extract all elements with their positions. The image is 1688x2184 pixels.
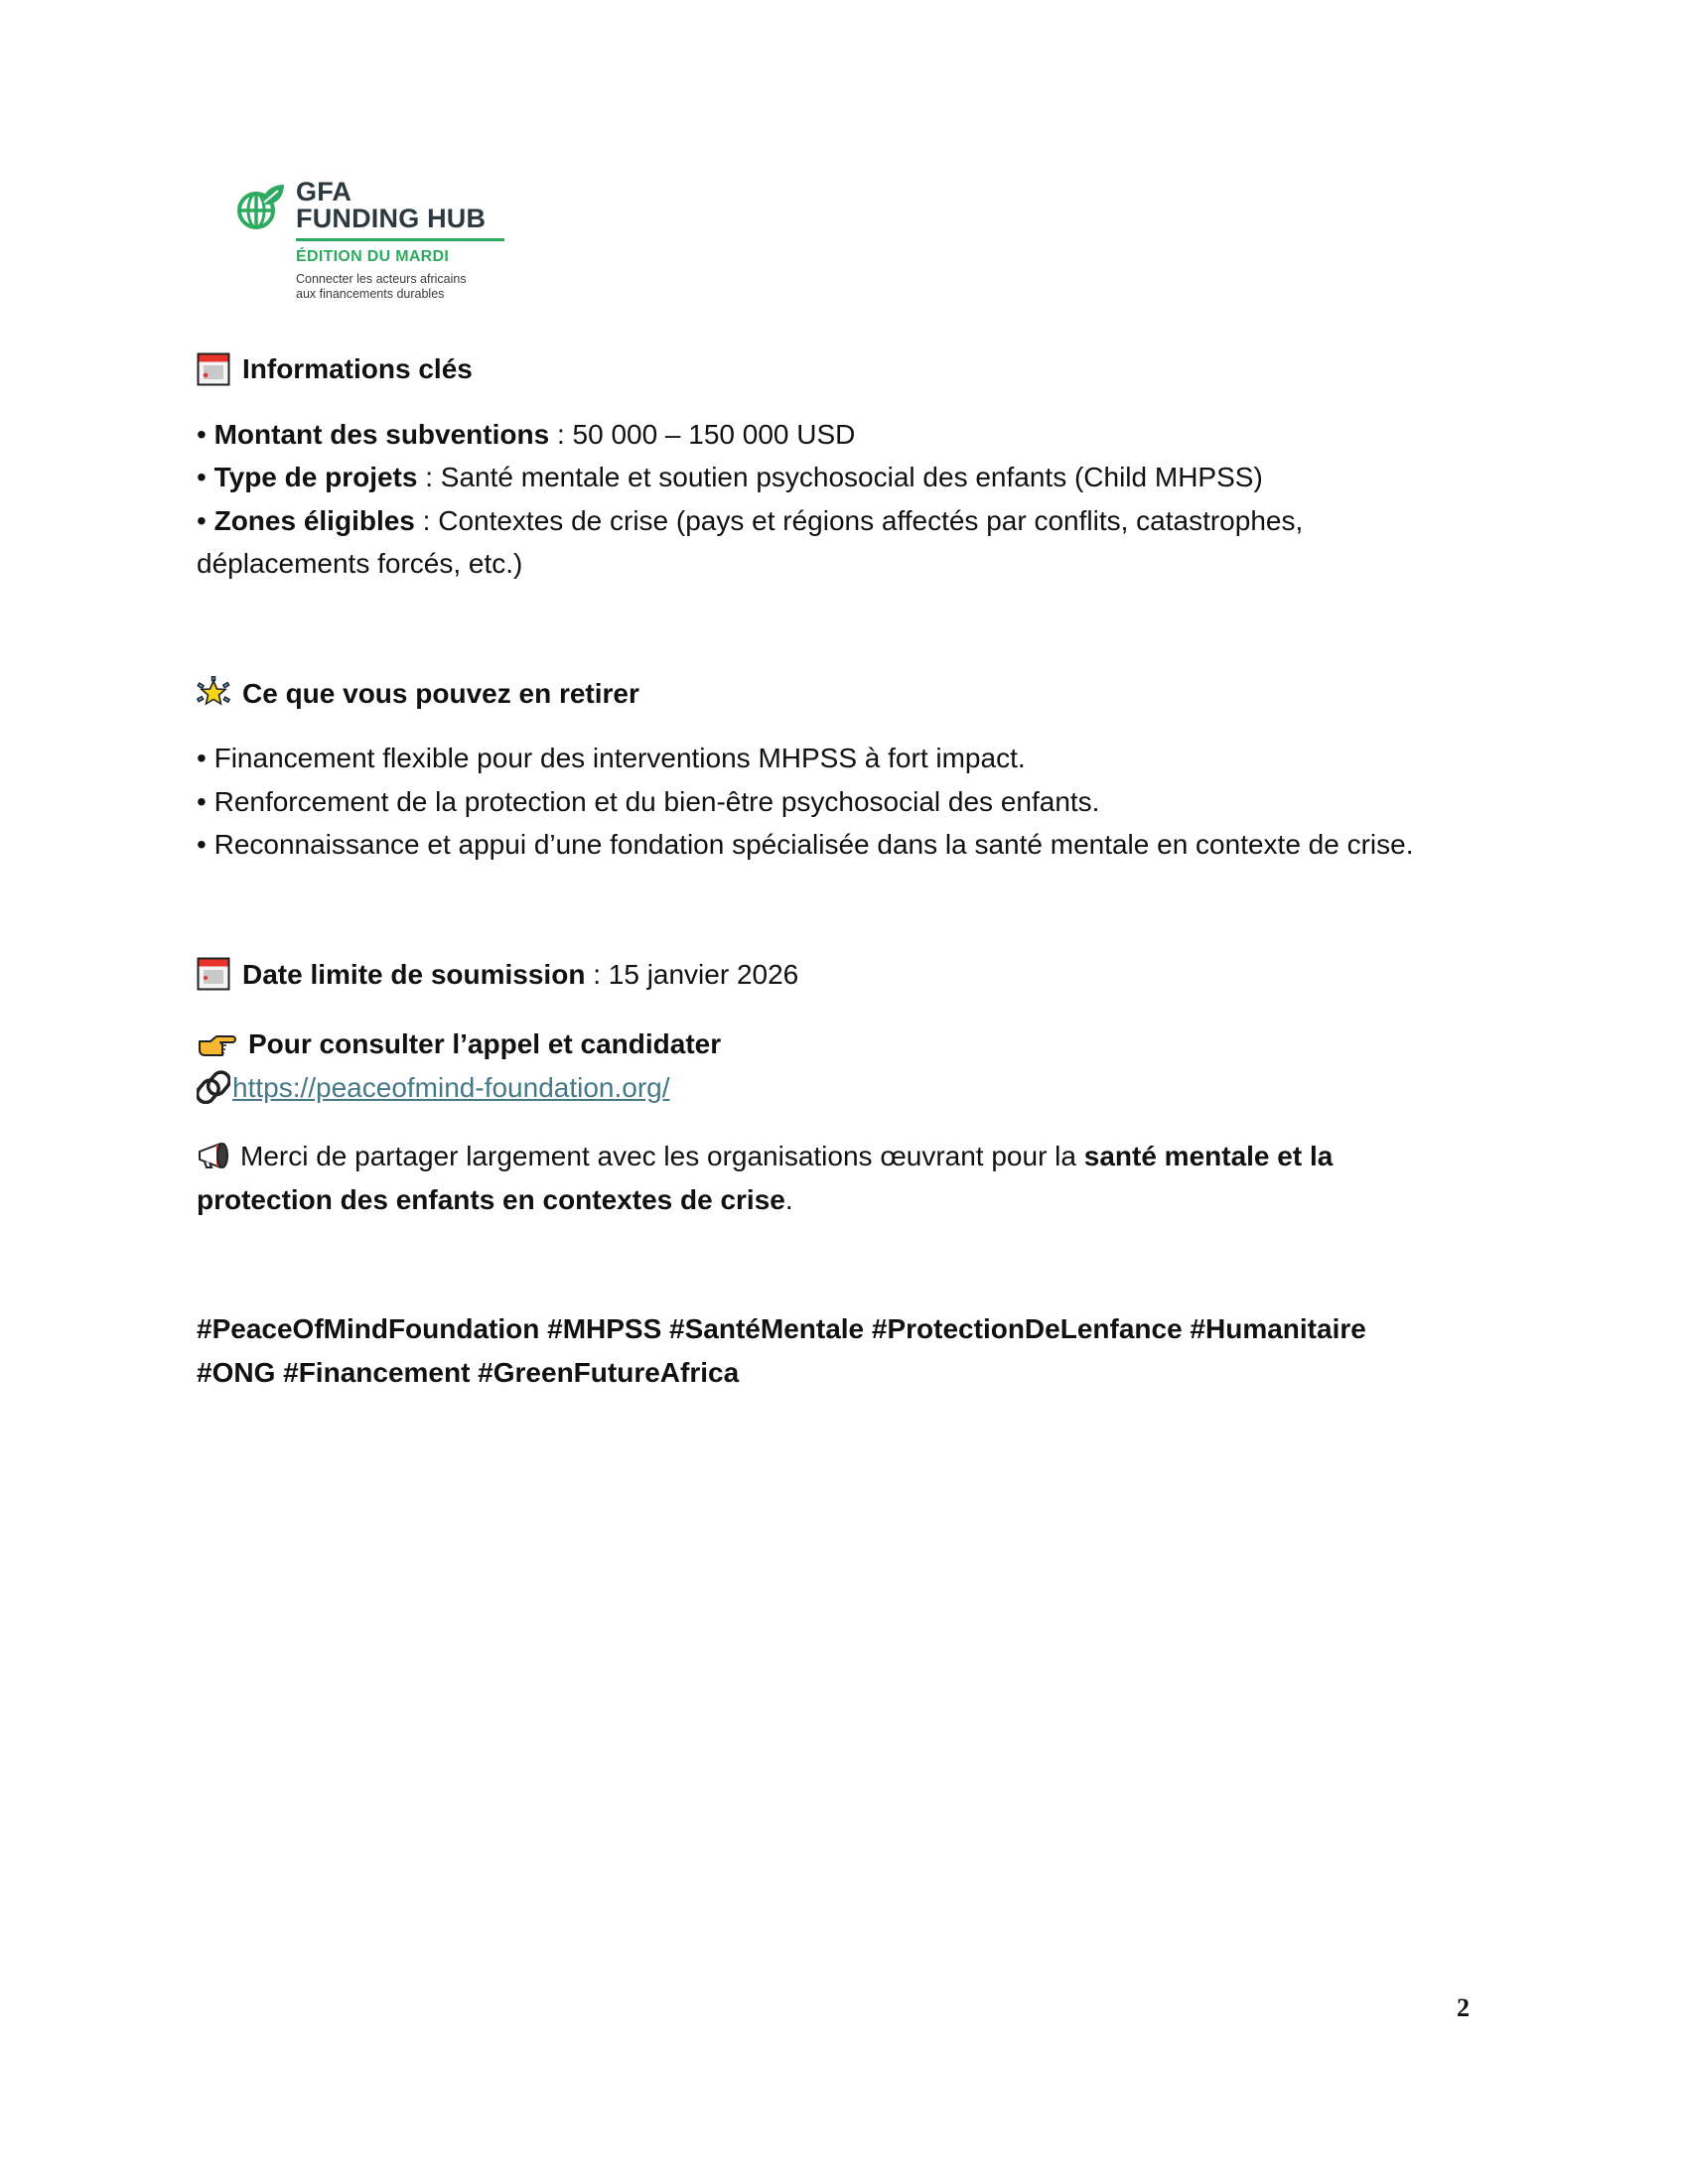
benefits-title: Ce que vous pouvez en retirer	[242, 677, 639, 709]
item-value: Santé mentale et soutien psychosocial des enfants (Child MHPSS)	[440, 462, 1263, 492]
key-info-title: Informations clés	[242, 353, 473, 384]
share-end: .	[784, 1183, 793, 1215]
logo-tagline-line2: aux financements durables	[296, 287, 445, 301]
benefits-heading	[197, 672, 1448, 716]
share-message	[197, 1135, 1438, 1221]
deadline-value: 15 janvier 2026	[608, 958, 799, 990]
globe-leaf-icon	[236, 183, 286, 232]
item-separator: :	[549, 418, 573, 450]
share-emphasis: santé mentale et la protection des enfants en contextes de crise	[197, 1141, 1334, 1215]
key-info-item: • Montant des subventions : 50 000 – 150 000 USD	[197, 418, 856, 450]
item-separator: :	[414, 504, 439, 536]
document-body	[197, 347, 1448, 1394]
item-label: Zones éligibles	[213, 504, 415, 536]
hashtags-line2: #ONG #Financement #GreenFutureAfrica	[197, 1356, 740, 1388]
page-number: 2	[1457, 1993, 1470, 2022]
benefit-text: Reconnaissance et appui d’une fondation spécialisée dans la santé mentale en contexte de crise.	[213, 829, 1414, 860]
key-info-item: • Type de projets : Santé mentale et soutien psychosocial des enfants (Child MHPSS)	[197, 462, 1263, 492]
benefit-item: • Reconnaissance et appui d’une fondation spécialisée dans la santé mentale en contexte de crise.	[197, 829, 1414, 860]
deadline-line	[197, 953, 1448, 997]
apply-title: Pour consulter l’appel et candidater	[248, 1028, 722, 1059]
share-text: Merci de partager largement avec les organisations œuvrant pour la	[240, 1141, 1084, 1171]
logo-tagline	[296, 272, 467, 302]
key-info-heading	[197, 347, 1448, 391]
deadline-label: Date limite de soumission	[242, 958, 586, 990]
sparkle-star-icon	[197, 676, 230, 710]
item-label: Type de projets	[213, 462, 418, 492]
apply-link-line	[197, 1066, 1448, 1110]
logo-edition: ÉDITION DU MARDI	[296, 248, 450, 265]
megaphone-icon	[197, 1141, 232, 1170]
benefit-text: Financement flexible pour des interventions MHPSS à fort impact.	[213, 743, 1026, 773]
key-info-item: • Zones éligibles : Contextes de crise (pays et régions affectés par conflits, catastrophes, déplacements forcés, etc.)	[197, 504, 1304, 579]
logo-title	[296, 179, 486, 232]
apply-heading	[197, 1023, 1448, 1066]
hashtags-line1: #PeaceOfMindFoundation #MHPSS #SantéMentale #ProtectionDeLenfance #Humanitaire	[197, 1313, 1366, 1344]
item-value: 50 000 – 150 000 USD	[572, 418, 856, 450]
calendar-icon	[197, 957, 230, 991]
deadline-separator: :	[585, 958, 609, 990]
item-separator: :	[417, 462, 441, 492]
benefit-text: Renforcement de la protection et du bien-être psychosocial des enfants.	[213, 785, 1100, 817]
calendar-icon	[197, 352, 230, 386]
link-icon	[197, 1070, 230, 1104]
logo-title-line1: GFA	[296, 177, 352, 206]
logo-divider	[296, 238, 504, 241]
item-value: Contextes de crise (pays et régions affectés par conflits, catastrophes, déplacements forcés, etc.)	[197, 504, 1304, 579]
pointing-hand-icon	[197, 1027, 236, 1061]
apply-link[interactable]: https://peaceofmind-foundation.org/	[232, 1071, 670, 1103]
benefit-item: • Financement flexible pour des interventions MHPSS à fort impact.	[197, 743, 1026, 773]
benefit-item: • Renforcement de la protection et du bien-être psychosocial des enfants.	[197, 785, 1100, 817]
item-label: Montant des subventions	[213, 418, 550, 450]
hashtags	[197, 1307, 1448, 1394]
logo-title-line2: FUNDING HUB	[296, 204, 487, 233]
logo-tagline-line1: Connecter les acteurs africains	[296, 272, 467, 286]
gfa-funding-hub-logo	[236, 179, 514, 308]
